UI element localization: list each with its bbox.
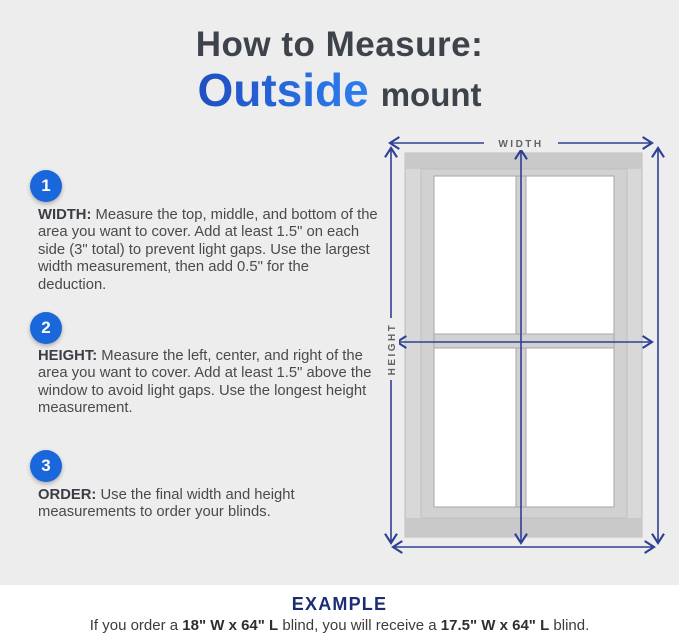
- window-illustration: [405, 153, 642, 537]
- width-label: WIDTH: [498, 139, 544, 150]
- step-3-label: ORDER:: [38, 487, 97, 503]
- title-line1: How to Measure:: [195, 25, 484, 64]
- example-middle: blind, you will receive a: [278, 617, 441, 634]
- height-label: HEIGHT: [387, 322, 398, 376]
- example-ordered-size: 18" W x 64" L: [182, 617, 279, 634]
- window-middle-rail: [434, 334, 614, 348]
- title-highlight-outside: Outside: [197, 63, 369, 116]
- step-2-badge: [30, 312, 62, 344]
- step-3-badge: [30, 450, 62, 482]
- example-strip: [0, 585, 679, 644]
- step-3-number: 3: [41, 456, 51, 475]
- window-measurement-diagram: [378, 134, 679, 564]
- example-heading: EXAMPLE: [291, 594, 388, 614]
- step-1-badge: [30, 170, 62, 202]
- example-sentence: [0, 617, 679, 634]
- step-3-text: [38, 487, 380, 522]
- step-1-label: WIDTH:: [38, 207, 92, 223]
- step-1-body: Measure the top, middle, and bottom of the area you want to cover. Add at least 1.5" on each side (3" total) to prevent light gaps. Use the largest width measurement, then add 0.5" for the deduction.: [38, 207, 378, 293]
- step-2-number: 2: [41, 318, 51, 337]
- title-line2: [0, 63, 679, 116]
- example-prefix: If you order a: [89, 617, 183, 634]
- page-title: [0, 27, 679, 114]
- step-1-text: [38, 207, 380, 294]
- title-mount: mount: [380, 75, 482, 113]
- step-2-body: Measure the left, center, and right of the area you want to cover. Add at least 1.5" above the window to avoid light gaps. Use the longest height measurement.: [38, 348, 372, 417]
- step-1-number: 1: [41, 176, 51, 195]
- window-head-bar: [405, 153, 642, 169]
- step-2-label: HEIGHT:: [38, 348, 98, 364]
- window-sill: [405, 518, 642, 537]
- step-3-body: Use the final width and height measurements to order your blinds.: [38, 487, 295, 521]
- example-suffix: blind.: [549, 617, 590, 634]
- example-received-size: 17.5" W x 64" L: [440, 617, 550, 634]
- step-2-text: [38, 348, 380, 418]
